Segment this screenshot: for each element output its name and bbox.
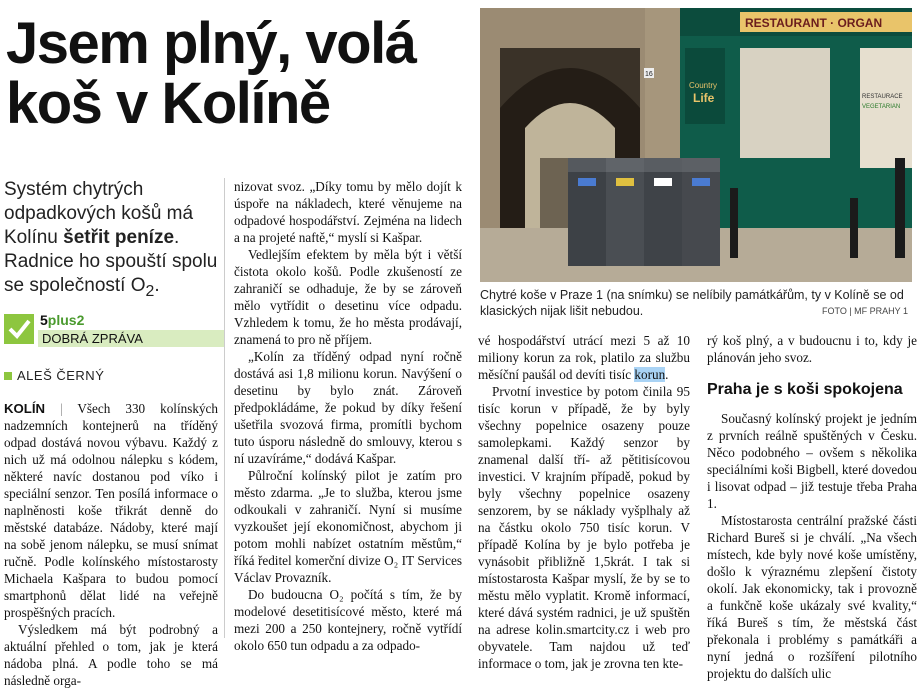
paragraph: Půlroční kolínský pilot je zatím pro město zdarma. „Je to služba, kterou jsme odkoukali v zahraničí. Nyní si musíme vyzkoušet její ekonomičnost, abychom ji potom mohli nabízet ostatním městům,“ říká ředitel komerční divize O₂ IT Services Václav Provazník. xyxy=(234,468,462,585)
lead-paragraph xyxy=(4,178,219,304)
paragraph: Místostarosta centrální pražské části Richard Bureš si je chválí. „Na všech místech, kde byly nové koše umístěny, došlo k výraznému zlepšení čistoty okolí. Jak ekonomicky, tak i provozně a funkčně koše ukázaly své kvality,“ říká Bureš s tím, že městská část překonala i problémy s památkáři a nyní jedná o rozšíření pilotního projektu do dalších ulic xyxy=(707,513,917,681)
window-sign-2: VEGETARIAN xyxy=(862,104,901,110)
lead-text-after: . Radnice ho spouští spolu se společností O xyxy=(4,227,218,296)
byline-marker xyxy=(4,372,12,380)
paragraph: vé hospodářství utrácí mezi 5 až 10 miliony korun za rok, platilo za službu měsíční paušál od devíti tisíc xyxy=(478,333,690,382)
paragraph: Výsledkem má být podrobný a aktuální přehled o tom, jak je která nádoba plná. A podle toho se má následně orga- xyxy=(4,622,218,688)
paragraph: nizovat svoz. „Díky tomu by mělo dojít k úspoře na nákladech, které věnujeme na odpadové hospodářství. Zejména na lidech a na projeté naftě,“ myslí si Kašpar. xyxy=(234,179,462,245)
highlighted-word[interactable]: korun xyxy=(634,367,666,382)
headline xyxy=(6,11,476,136)
checkmark-icon xyxy=(4,314,34,344)
dateline: KOLÍN xyxy=(4,401,46,416)
paragraph: rý koš plný, a v budoucnu i to, kdy je plánován jeho svoz. xyxy=(707,333,917,365)
lead-end: . xyxy=(154,275,160,296)
article-photo xyxy=(480,8,912,282)
author-name: ALEŠ ČERNÝ xyxy=(17,368,105,383)
lead-subscript: 2 xyxy=(145,282,155,300)
paragraph: „Kolín za tříděný odpad nyní ročně dostává asi 1,8 milionu korun. Navýšení o desetinu by bylo znát. Zároveň předpokládáme, že pokud by díky řešení ušetřila svozová firma, promítli bychom tuto úsporu následně do smlouvy, kterou s ní uzavíráme,“ dodává Kašpar. xyxy=(234,349,462,466)
author-byline xyxy=(4,368,104,383)
sign-brand-2: Life xyxy=(693,91,715,105)
article-column-3: vé hospodářství utrácí mezi 5 až 10 miliony korun za rok, platilo za službu měsíční paušál od devíti tisíc korun. Prvotní investice by potom činila 95 tisíc korun v případě, že by byly všechny popelnice osazeny pouze samolepkami. Každý senzor by znamenal další tří- až pětitisícovou investici. V krajním případě, pokud by byly všechny popelnice osazeny senzorem, by se náklady vyšplhaly až na částku okolo 750 tisíc korun. V případě Kolína by je bylo potřeba je vynásobit přibližně 1,5krát. I tak si místostarosta Kašpar myslí, že by se to městu mělo vyplatit. Kromě informací, které dává systém radnici, je už spuštěn na adrese kolin.smartcity.cz i web pro obyvatele. Tam najdou už teď informace o tom, jak je zrovna ten kte- xyxy=(478,333,690,671)
badge-label: DOBRÁ ZPRÁVA xyxy=(38,330,224,347)
good-news-badge xyxy=(4,312,216,348)
column-divider xyxy=(224,178,225,638)
article-column-2 xyxy=(234,178,462,654)
restaurant-sign: RESTAURANT · ORGAN xyxy=(745,16,883,30)
headline-line-1: Jsem plný, volá xyxy=(6,11,416,76)
house-number: 16 xyxy=(645,71,653,78)
lead-bold: šetřit peníze xyxy=(63,227,175,248)
article-column-4 xyxy=(707,332,917,682)
headline-line-2: koš v Kolíně xyxy=(6,71,330,136)
window-sign-1: RESTAURACE xyxy=(862,94,903,100)
subheading: Praha je s koši spokojena xyxy=(707,381,903,398)
sign-brand-1: Country xyxy=(689,81,718,90)
paragraph: Do budoucna O₂ počítá s tím, že by modelové desetitisícové město, které má mezi 200 a 250 kontejnery, ročně vytřídí okolo 650 tun odpadu a za odpado- xyxy=(234,587,462,653)
paragraph: Současný kolínský projekt je jedním z prvních reálně spuštěných v Česku. Něco podobného – ovšem s několika speciálními koši Bigbell, které dovedou i lisovat odpad – již testuje třeba Praha 1. xyxy=(707,411,917,511)
photo-credit: FOTO | MF PRAHY 1 xyxy=(822,306,909,316)
paragraph: Prvotní investice by potom činila 95 tisíc korun v případě, že by byly všechny popelnice osazeny pouze samolepkami. Každý senzor by znamenal další tří- až pětitisícovou investici. V krajním případě, pokud by byly všechny popelnice osazeny senzorem, by se náklady vyšplhaly až na částku okolo 750 tisíc korun. V případě Kolína by je bylo potřeba je vynásobit přibližně 1,5krát. I tak si místostarosta Kašpar myslí, že by se to městu mělo vyplatit. Kromě informací, které dává systém radnici, je už spuštěn na adrese kolin.smartcity.cz i web pro obyvatele. Tam najdou už teď informace o tom, jak je zrovna ten kte- xyxy=(478,384,690,671)
lead-text: Systém chytrých odpadkových košů má Kolínu xyxy=(4,179,194,248)
photo-caption: Chytré koše v Praze 1 (na snímku) se nelíbily památkářům, ty v Kolíně se od klasických nijak lišit nebudou. xyxy=(480,288,904,318)
badge-brand: 5plus2 xyxy=(40,312,85,328)
paragraph: Všech 330 kolínských nadzemních kontejnerů na tříděný odpad dostává novou výbavu. Každý z nich už má odolnou nálepku s kódem, některé navíc dostanou pod víko i speciální senzor. Ten posílá informace o naplněnosti koše třikrát denně do městské databáze. Nádoby, které mají na sobě jenom nálepku, se musí snímat ručně. Podle kolínského místostarosty Michaela Kašpara to budou pomocí smartphonů dělat lidé na veřejně prospěšných pracích. xyxy=(4,401,218,620)
article-column-1: KOLÍN | Všech 330 kolínských nadzemních kontejnerů na tříděný odpad dostává novou výbavu. Každý z nich už má odolnou nálepku s kódem, některé navíc dostanou pod víko i speciální senzor. Ten posílá informace o naplněnosti koše třikrát denně do městské databáze. Nádoby, které mají na sobě jenom nálepku, se musí snímat ručně. Podle kolínského místostarosty Michaela Kašpara to budou pomocí smartphonů dělat lidé na veřejně prospěšných pracích. Výsledkem má být podrobný a aktuální přehled o tom, jak je která nádoba plná. A podle toho se má následně orga- xyxy=(4,401,218,688)
paragraph: Vedlejším efektem by měla být i větší čistota okolo košů. Podle zkušeností ze zahraničí se odhaduje, že by se zároveň mělo vytřídit o desetinu více odpadu. Vzhledem k tomu, že ho města prodávají, znamená to pro ně příjem. xyxy=(234,247,462,347)
